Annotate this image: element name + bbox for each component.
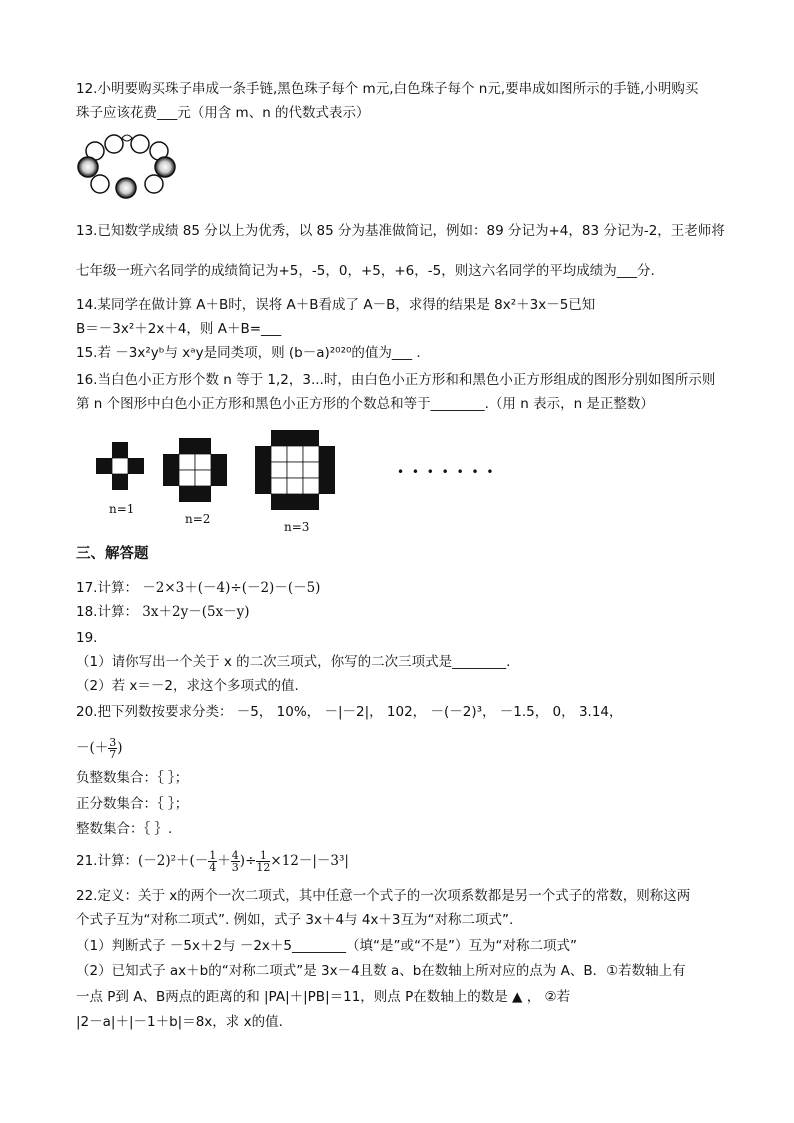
q16-line2: 第 n 个图形中白色小正方形和黑色小正方形的个数总和等于________.（用 n 表示，n 是正整数） bbox=[76, 396, 654, 412]
bracelet-figure bbox=[74, 130, 180, 200]
continuation-dots: • • • • • • • bbox=[397, 465, 496, 479]
bead-black bbox=[155, 157, 175, 177]
q22-line3: （1）判断式子 －5x＋2与 －2x＋5________（填“是”或“不是”）互为“对称二项式” bbox=[76, 938, 577, 954]
q14-line2: B＝－3x²＋2x＋4，则 A＋B=___ bbox=[76, 321, 282, 337]
bead-white bbox=[91, 175, 109, 193]
section-3-title: 三、解答题 bbox=[76, 546, 149, 562]
bead-white bbox=[131, 135, 149, 153]
q18-prefix: 18.计算： bbox=[76, 604, 138, 620]
q22-line5: 一点 P到 A、B两点的距离的和 |PA|＋|PB|＝11，则点 P在数轴上的数是 ▲ ， ②若 bbox=[76, 989, 571, 1005]
q18-expression: 3x＋2y－(5x－y) bbox=[142, 604, 250, 620]
fraction-1-12: $\frac{1}{12}$ bbox=[256, 849, 271, 874]
bead-black bbox=[78, 157, 98, 177]
bead-white bbox=[105, 135, 123, 153]
clasp bbox=[122, 135, 132, 141]
q12-line2: 珠子应该花费___元（用含 m、n 的代数式表示） bbox=[76, 105, 370, 121]
pattern-n3 bbox=[255, 430, 335, 510]
bead-black bbox=[116, 178, 136, 198]
q22-line2: 个式子互为“对称二项式”. 例如，式子 3x＋4与 4x＋3互为“对称二项式”. bbox=[76, 912, 514, 928]
q17-expression: －2×3＋(－4)÷(－2)－(－5) bbox=[142, 580, 321, 596]
q20-frac-suffix: ) bbox=[117, 740, 123, 756]
q17-prefix: 17.计算： bbox=[76, 580, 138, 596]
q19-part1: （1）请你写出一个关于 x 的二次三项式，你写的二次三项式是________. bbox=[76, 654, 511, 670]
q21-part2: ＋ bbox=[217, 853, 231, 869]
q20-frac-prefix: －(＋ bbox=[76, 740, 109, 756]
q20-fraction-term bbox=[76, 733, 123, 763]
q22-line6: |2－a|＋|－1＋b|＝8x，求 x的值. bbox=[76, 1014, 283, 1030]
fraction-3-7: $\frac{3}{7}$ bbox=[109, 736, 117, 761]
q16-line1: 16.当白色小正方形个数 n 等于 1,2，3...时，由白色小正方形和和黑色小正方形组成的图形分别如图所示则 bbox=[76, 372, 716, 388]
q22-line1: 22.定义：关于 x的两个一次二项式，其中任意一个式子的一次项系数都是另一个式子的常数，则称这两 bbox=[76, 888, 691, 904]
q21-prefix: 21.计算： bbox=[76, 853, 138, 869]
q22-line4: （2）已知式子 ax＋b的“对称二项式”是 3x－4且数 a、b在数轴上所对应的点为 A、B．①若数轴上有 bbox=[76, 963, 686, 979]
q20-positive-fractions: 正分数集合：｛ ｝； bbox=[76, 796, 189, 812]
q15-line1: 15.若 －3x²yᵇ与 xᵃy是同类项，则 (b－a)²⁰²⁰的值为___ . bbox=[76, 345, 421, 361]
q13-line1: 13.已知数学成绩 85 分以上为优秀，以 85 分为基准做简记，例如：89 分记为+4，83 分记为-2，王老师将 bbox=[76, 223, 725, 239]
q12-line1: 12.小明要购买珠子串成一条手链,黑色珠子每个 m元,白色珠子每个 n元,要串成如图所示的手链,小明购买 bbox=[76, 81, 699, 97]
beads bbox=[78, 135, 175, 198]
q20-line1: 20.把下列数按要求分类： －5， 10%， －|－2|， 102， －(－2)³， －1.5， 0， 3.14， bbox=[76, 704, 623, 720]
bead-white bbox=[145, 175, 163, 193]
q13-line2: 七年级一班六名同学的成绩简记为+5，-5，0，+5，+6，-5，则这六名同学的平均成绩为___分. bbox=[76, 263, 655, 279]
q19-part2: （2）若 x＝－2，求这个多项式的值. bbox=[76, 678, 299, 694]
label-n3: n=3 bbox=[284, 520, 310, 534]
label-n2: n=2 bbox=[185, 512, 211, 526]
fraction-1-4: $\frac{1}{4}$ bbox=[209, 849, 217, 874]
q21-part3: )÷ bbox=[239, 853, 257, 869]
q20-negative-integers: 负整数集合：｛ ｝； bbox=[76, 770, 189, 786]
q17 bbox=[76, 578, 320, 598]
q20-integers: 整数集合：｛ ｝. bbox=[76, 821, 173, 837]
q21-part1: (－2)²＋(－ bbox=[137, 853, 209, 869]
q21 bbox=[76, 845, 349, 877]
pattern-n1 bbox=[96, 442, 144, 490]
q19-number: 19. bbox=[76, 630, 98, 646]
q14-line1: 14.某同学在做计算 A＋B时，误将 A＋B看成了 A－B，求得的结果是 8x²＋3x－5已知 bbox=[76, 297, 596, 313]
pattern-n2 bbox=[163, 438, 227, 502]
q21-part4: ×12－|－3³| bbox=[270, 853, 349, 869]
q18 bbox=[76, 602, 250, 622]
fraction-4-3: $\frac{4}{3}$ bbox=[231, 849, 239, 874]
label-n1: n=1 bbox=[109, 502, 135, 516]
